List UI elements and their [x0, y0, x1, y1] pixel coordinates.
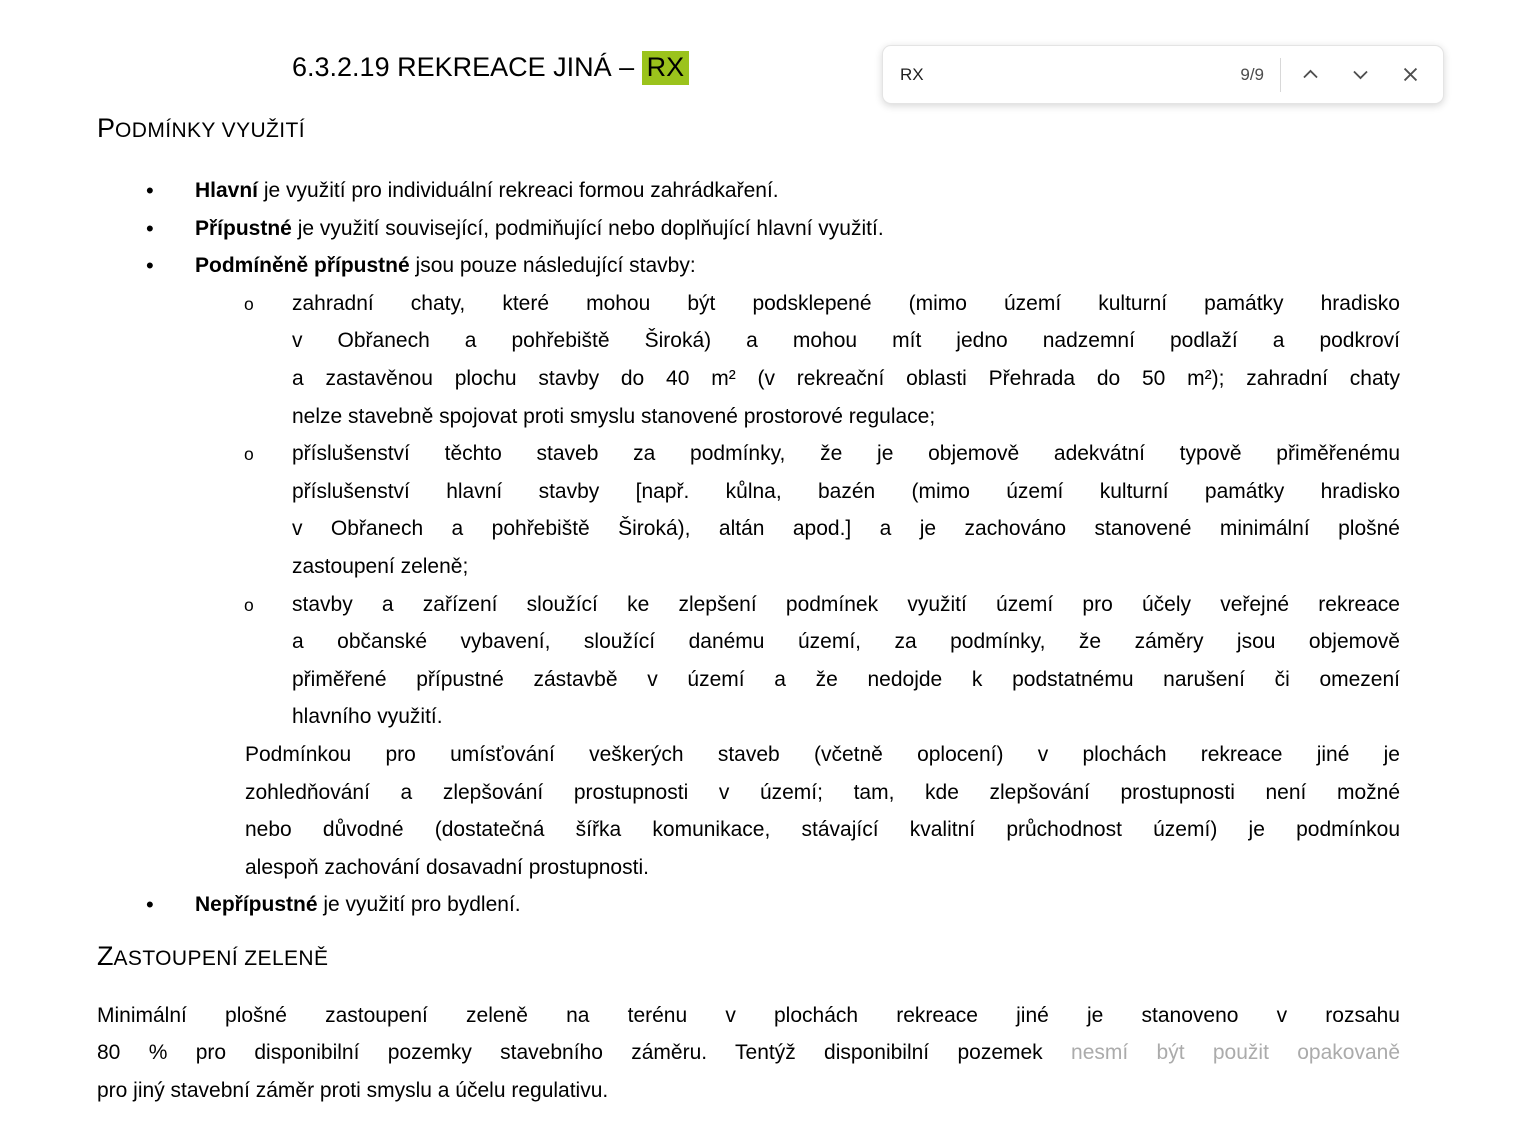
heading-smallcaps: ASTOUPENÍ ZELENĚ: [113, 946, 329, 970]
heading-zastoupeni-zelene: [97, 940, 1400, 975]
match-counter: 9/9: [1240, 64, 1264, 84]
text-segment: Minimální plošné zastoupení zeleně na terénu v plochách rekreace jiné je stanoveno v rozsahu: [97, 1003, 1400, 1027]
divider: [1280, 58, 1281, 92]
list-item-podminene-pripustne: [97, 247, 1400, 285]
text-segment: pro jiný stavební záměr proti smyslu a účelu regulativu.: [97, 1079, 609, 1103]
text-line: a občanské vybavení, sloužící danému území, za podmínky, že záměry jsou objemově: [292, 630, 1400, 654]
heading-podminky-vyuziti: [97, 112, 1400, 147]
list-item-nepripustne: [97, 886, 1400, 924]
find-input[interactable]: [900, 65, 1240, 85]
text-line: nelze stavebně spojovat proti smyslu stanovené prostorové regulace;: [292, 404, 936, 428]
greenery-paragraph: [97, 997, 1400, 1110]
list-item-lead: Nepřípustné: [195, 893, 318, 917]
find-bar: [882, 45, 1444, 104]
list-item-pripustne: [97, 210, 1400, 248]
heading-lead-letter: Z: [97, 940, 114, 971]
close-find-button[interactable]: [1385, 52, 1435, 98]
sub-list-item-prislusenstvi: [97, 435, 1400, 585]
text-line: Podmínkou pro umísťování veškerých staveb (včetně oplocení) v plochách rekreace jiné je: [245, 742, 1400, 766]
list-item-text: jsou pouze následující stavby:: [409, 254, 696, 278]
search-match-highlight: RX: [642, 51, 690, 85]
chevron-down-icon: [1351, 65, 1370, 84]
text-line: alespoň zachování dosavadní prostupnosti.: [245, 855, 649, 879]
previous-match-button[interactable]: [1285, 52, 1335, 98]
document-page: [97, 0, 1400, 1110]
text-line: zastoupení zeleně;: [292, 554, 469, 578]
sub-list-item-zahradni-chaty: [97, 285, 1400, 435]
section-title-text: 6.3.2.19 REKREACE JINÁ –: [292, 52, 642, 82]
text-segment: 80 % pro disponibilní pozemky stavebního záměru. Tentýž disponibilní pozemek: [97, 1041, 1072, 1065]
list-item-lead: Přípustné: [195, 216, 292, 240]
text-line: o příslušenství těchto staveb za podmínky, že je objemově adekvátní typově přiměřenému: [292, 442, 1400, 466]
heading-smallcaps: ODMÍNKY VYUŽITÍ: [115, 119, 305, 142]
text-line: o stavby a zařízení sloužící ke zlepšení podmínek využití území pro účely veřejné rekreace: [292, 592, 1400, 616]
text-line: o zahradní chaty, které mohou být podsklepené (mimo území kulturní památky hradisko: [292, 291, 1400, 315]
list-item-text: je využití pro individuální rekreaci formou zahrádkaření.: [258, 179, 779, 202]
usage-conditions-list: [97, 172, 1400, 924]
text-line: zohledňování a zlepšování prostupnosti v území; tam, kde zlepšování prostupnosti není možné: [245, 780, 1400, 804]
condition-paragraph: [245, 736, 1400, 886]
faded-text-segment: nesmí být použit opakovaně: [1071, 1041, 1401, 1065]
heading-lead-letter: P: [97, 113, 116, 143]
list-item-lead: Hlavní: [195, 179, 259, 202]
text-line: [97, 997, 1400, 1035]
close-icon: [1401, 65, 1420, 84]
text-line: a zastavěnou plochu stavby do 40 m² (v rekreační oblasti Přehrada do 50 m²); zahradní chaty: [292, 366, 1400, 390]
text-line: [97, 1034, 1400, 1072]
text-line: hlavního využití.: [292, 705, 443, 729]
text-line: v Obřanech a pohřebiště Široká) a mohou mít jedno nadzemní podlaží a podkroví: [292, 329, 1400, 353]
list-item-text: je využití související, podmiňující nebo doplňující hlavní využití.: [291, 216, 884, 240]
text-line: [97, 1072, 1400, 1110]
list-item-lead: Podmíněně přípustné: [195, 254, 410, 278]
list-item-text: je využití pro bydlení.: [317, 893, 521, 917]
text-line: nebo důvodné (dostatečná šířka komunikace, stávající kvalitní průchodnost území) je podmínkou: [245, 818, 1400, 842]
next-match-button[interactable]: [1335, 52, 1385, 98]
text-line: přiměřené přípustné zástavbě v území a že nedojde k podstatnému narušení či omezení: [292, 667, 1400, 691]
chevron-up-icon: [1301, 65, 1320, 84]
text-line: příslušenství hlavní stavby [např. kůlna, bazén (mimo území kulturní památky hradisko: [292, 479, 1400, 503]
text-line: v Obřanech a pohřebiště Široká), altán apod.] a je zachováno stanovené minimální plošné: [292, 517, 1400, 541]
list-item-hlavni: [97, 172, 1400, 210]
sub-list-item-stavby-a-zarizeni: [97, 586, 1400, 736]
